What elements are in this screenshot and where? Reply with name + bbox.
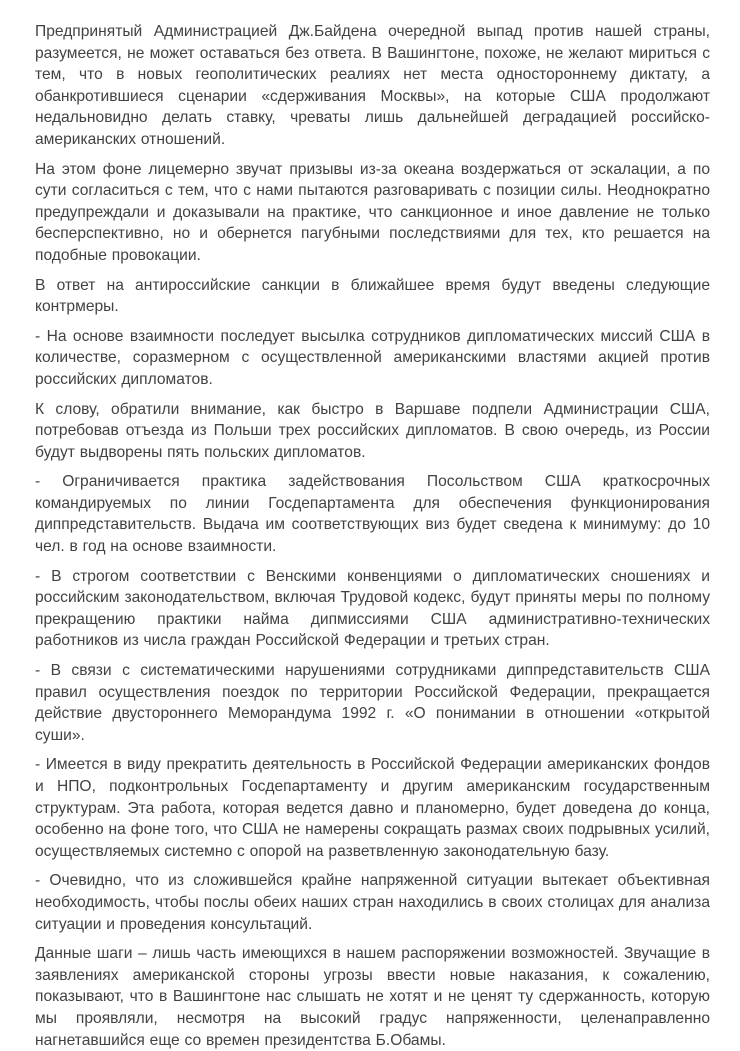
paragraph-context: На этом фоне лицемерно звучат призывы из-за океана воздержаться от эскалации, а по сути согласиться с тем, что с нами пытаются разговаривать с позиции силы. Неоднократно предупреждали и доказывали на практике, что санкционное и иное давление не только бесперспективно, но и обернется пагубными последствиями для тех, кто решается на подобные провокации. [35,160,710,264]
paragraph-measure-expulsion: - На основе взаимности последует высылка сотрудников дипломатических миссий США в количестве, соразмерном с осуществленной американскими властями акцией против российских дипломатов. [35,327,710,388]
paragraph-closing: Данные шаги – лишь часть имеющихся в нашем распоряжении возможностей. Звучащие в заявлениях американской стороны угрозы ввести новые наказания, к сожалению, показывают, что в Вашингтоне нас слышать не хотят и не ценят ту сдержанность, которую мы проявляли, несмотря на высокий градус напряженности, целенаправленно нагнетавшийся еще со времен президентства Б.Обамы. [35,945,710,1049]
paragraph-intro: Предпринятый Администрацией Дж.Байдена очередной выпад против нашей страны, разумеется, не может оставаться без ответа. В Вашингтоне, похоже, не желают мириться с тем, что в новых геополитических реалиях нет места одностороннему диктату, а обанкротившиеся сценарии «сдерживания Москвы», на которые США продолжают недальновидно делать ставку, чреваты лишь дальнейшей деградацией российско-американских отношений. [35,23,710,148]
paragraph-poland-note: К слову, обратили внимание, как быстро в Варшаве подпели Администрации США, потребовав отъезда из Польши трех российских дипломатов. В свою очередь, из России будут выдворены пять польских дипломатов. [35,400,710,461]
paragraph-countermeasures-intro: В ответ на антироссийские санкции в ближайшее время будут введены следующие контрмеры. [35,276,710,316]
paragraph-measure-ngo: - Имеется в виду прекратить деятельность в Российской Федерации американских фондов и НПО, подконтрольных Госдепартаменту и другим американским государственным структурам. Эта работа, которая ведется давно и планомерно, будет доведена до конца, особенно на фоне того, что США не намерены сокращать размах своих подрывных усилий, осуществляемых системно с опорой на разветвленную законодательную базу. [35,756,710,860]
paragraph-measure-hiring: - В строгом соответствии с Венскими конвенциями о дипломатических сношениях и российским законодательством, включая Трудовой кодекс, будут приняты меры по полному прекращению практики найма дипмиссиями США административно-технических работников из числа граждан Российской Федерации и третьих стран. [35,567,710,650]
paragraph-ambassadors: - Очевидно, что из сложившейся крайне напряженной ситуации вытекает объективная необходимость, чтобы послы обеих наших стран находились в своих столицах для анализа ситуации и проведения консультаций. [35,872,710,933]
paragraph-measure-visas: - Ограничивается практика задействования Посольством США краткосрочных командируемых по линии Госдепартамента для обеспечения функционирования диппредставительств. Выдача им соответствующих виз будет сведена к минимуму: до 10 чел. в год на основе взаимности. [35,473,710,556]
paragraph-measure-memorandum: - В связи с систематическими нарушениями сотрудниками диппредставительств США правил осуществления поездок по территории Российской Федерации, прекращается действие двустороннего Меморандума 1992 г. «О понимании в отношении «открытой суши». [35,662,710,744]
